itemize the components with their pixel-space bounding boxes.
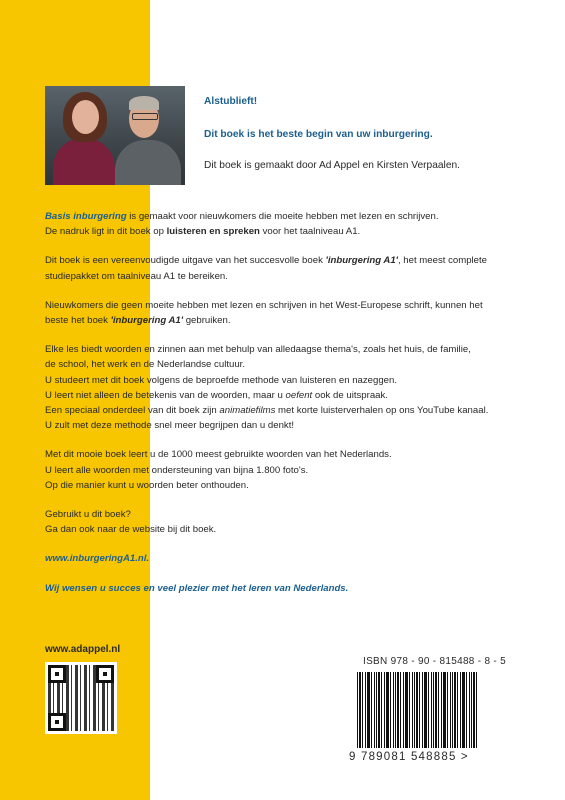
qr-finder-top-left <box>48 665 66 683</box>
woman-figure <box>53 138 115 185</box>
claim: Dit boek is het beste begin van uw inburgering. <box>204 129 433 140</box>
barcode-digits: 9 789081 548885 > <box>349 751 469 763</box>
qr-finder-top-right <box>96 665 114 683</box>
qr-finder-bottom-left <box>48 713 66 731</box>
publisher-url[interactable]: www.adappel.nl <box>45 644 121 655</box>
authors-line: Dit boek is gemaakt door Ad Appel en Kirsten Verpaalen. <box>204 160 460 171</box>
glasses-icon <box>132 113 158 120</box>
wish-paragraph <box>45 581 545 596</box>
authors-photo <box>45 86 185 185</box>
book-title: Basis inburgering <box>45 211 127 222</box>
isbn-label: ISBN 978 - 90 - 815488 - 8 - 5 <box>363 656 506 667</box>
barcode-icon <box>357 672 479 748</box>
book-ref: 'inburgering A1' <box>110 315 184 327</box>
wish-line: Wij wensen u succes en veel plezier met het leren van Nederlands. <box>45 582 349 594</box>
paragraph-6: Gebruikt u dit boek? Ga dan ook naar de website bij dit boek. <box>45 509 217 536</box>
greeting: Alstublieft! <box>204 96 258 107</box>
paragraph-4: Elke les biedt woorden en zinnen aan met behulp van alledaagse thema's, zoals het huis, de familie, de school, het werk en de Nederlandse cultuur. U studeert met dit boek volgens de beproefde methode van luisteren en nazeggen. U leert niet alleen de betekenis van de woorden, maar u oefent ook de uitspraak. Een speciaal onderdeel van dit boek zijn animatiefilms met korte luisterverhalen op ons YouTube kanaal. U zult met deze methode snel meer begrijpen dan u denkt! <box>45 344 489 432</box>
man-hair <box>129 96 159 110</box>
paragraph-5: Met dit mooie boek leert u de 1000 meest gebruikte woorden van het Nederlands. U leert alle woorden met ondersteuning van bijna 1.800 foto's. Op die manier kunt u woorden beter onthouden. <box>45 449 392 491</box>
paragraph-1: Basis inburgering is gemaakt voor nieuwkomers die moeite hebben met lezen en schrijven. De nadruk ligt in dit boek op luisteren en spreken voor het taalniveau A1. <box>45 211 439 238</box>
intro-block <box>204 96 544 171</box>
paragraph-2: Dit boek is een vereenvoudigde uitgave van het succesvolle boek 'inburgering A1', het meest complete studiepakket om taalniveau A1 te bereiken. <box>45 255 488 282</box>
book-ref: 'inburgering A1' <box>325 255 398 267</box>
woman-face <box>72 100 99 134</box>
website-paragraph <box>45 551 545 566</box>
qr-code-icon[interactable] <box>45 662 117 734</box>
paragraph-3: Nieuwkomers die geen moeite hebben met lezen en schrijven in het West-Europese schrift, kunnen het beste het boek 'inburgering A1' gebruiken. <box>45 299 483 327</box>
website-link[interactable]: www.inburgeringA1.nl. <box>45 553 150 565</box>
description-body <box>45 209 545 610</box>
man-figure <box>115 140 181 185</box>
emphasis-listening: luisteren en spreken <box>166 226 260 238</box>
